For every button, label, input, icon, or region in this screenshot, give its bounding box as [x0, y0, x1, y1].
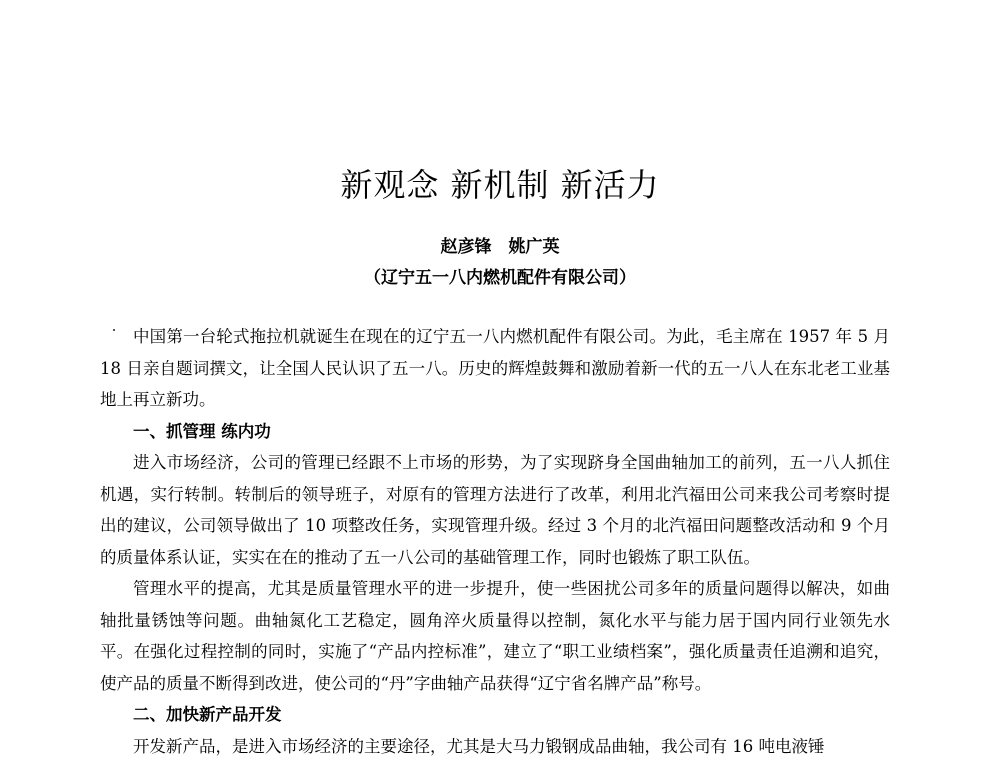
section-1-paragraph-2: 管理水平的提高，尤其是质量管理水平的进一步提升，使一些困扰公司多年的质量问题得以解决，如曲轴批量锈蚀等问题。曲轴氮化工艺稳定，圆角淬火质量得以控制，氮化水平与能力居于国内同行业领先水平。在强化过程控制的同时，实施了“产品内控标准”，建立了“职工业绩档案”，强化质量责任追溯和追究，使产品的质量不断得到改进，使公司的“丹”字曲轴产品获得“辽宁省名牌产品”称号。: [100, 579, 890, 693]
intro-paragraph: 中国第一台轮式拖拉机就诞生在现在的辽宁五一八内燃机配件有限公司。为此，毛主席在 1957 年 5 月 18 日亲自题词撰文，让全国人民认识了五一八。历史的辉煌鼓舞和激励着新一代的五一八人在东北老工业基地上再立新功。: [100, 327, 890, 409]
section-1-paragraph-1: 进入市场经济，公司的管理已经跟不上市场的形势，为了实现跻身全国曲轴加工的前列，五一八人抓住机遇，实行转制。转制后的领导班子，对原有的管理方法进行了改革，利用北汽福田公司来我公司考察时提出的建议，公司领导做出了 10 项整改任务，实现管理升级。经过 3 个月的北汽福田问题整改活动和 9 个月的质量体系认证，实实在在的推动了五一八公司的基础管理工作，同时也锻炼了职工队伍。: [100, 453, 890, 567]
article-authors: 赵彦锋 姚广英: [440, 237, 560, 257]
article-affiliation: （辽宁五一八内燃机配件有限公司）: [364, 268, 636, 288]
section-heading-2: 二、加快新产品开发: [133, 705, 282, 724]
section-heading-1: 一、抓管理 练内功: [133, 421, 271, 441]
section-2-paragraph-1: 开发新产品，是进入市场经济的主要途径，尤其是大马力锻钢成品曲轴，我公司有 16 吨电液锤: [133, 736, 825, 756]
article-body: [100, 321, 890, 760]
article-title: 新观念 新机制 新活力: [340, 166, 660, 204]
